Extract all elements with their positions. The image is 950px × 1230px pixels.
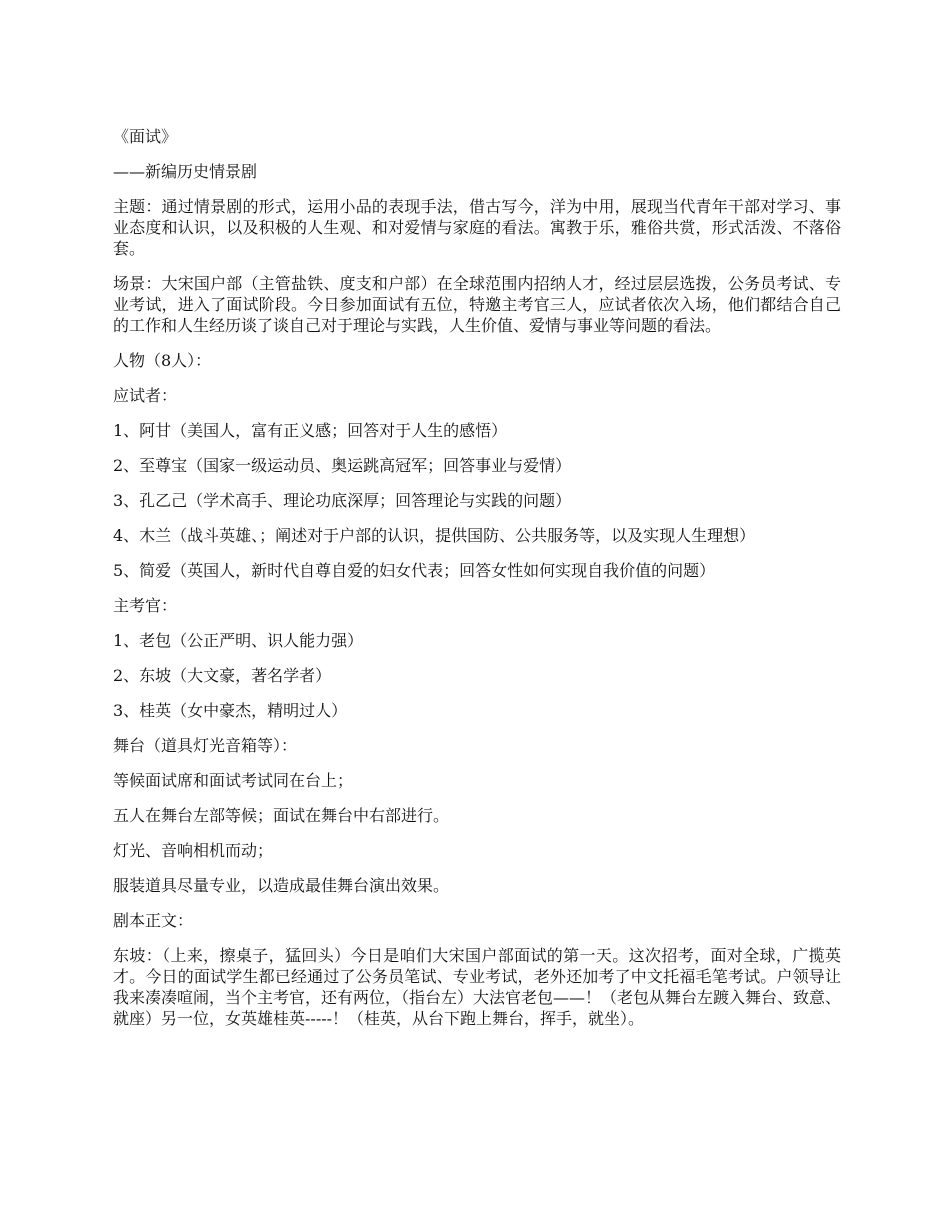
list-item-examiner-2: 2、东坡（大文豪，著名学者） (113, 666, 332, 685)
paragraph-stage-1: 等候面试席和面试考试同在台上； (113, 771, 354, 790)
list-item-candidate-1: 1、阿甘（美国人，富有正义感；回答对于人生的感悟） (113, 421, 508, 440)
paragraph-scene: 场景：大宋国户部（主管盐铁、度支和户部）在全球范围内招纳人才，经过层层选拨，公务员考试、专业考试，进入了面试阶段。今日参加面试有五位，特邀主考官三人，应试者依次入场，他们都结合自己的工作和人生经历谈了谈自己对于理论与实践，人生价值、爱情与事业等问题的看法。 (113, 274, 841, 335)
paragraph-stage-4: 服装道具尽量专业，以造成最佳舞台演出效果。 (113, 876, 450, 895)
list-item-examiner-3: 3、桂英（女中豪杰，精明过人） (113, 701, 348, 720)
document-title: 《面试》 (113, 127, 178, 146)
paragraph-stage-3: 灯光、音响相机而动； (113, 841, 274, 860)
paragraph-script-heading: 剧本正文： (113, 911, 194, 930)
list-item-candidate-3: 3、孔乙己（学术高手、理论功底深厚；回答理论与实践的问题） (113, 491, 572, 510)
list-item-examiner-1: 1、老包（公正严明、识人能力强） (113, 631, 364, 650)
document-page (113, 126, 841, 1043)
paragraph-stage-2: 五人在舞台左部等候；面试在舞台中右部进行。 (113, 806, 450, 825)
list-item-candidate-4: 4、木兰（战斗英雄、；阐述对于户部的认识，提供国防、公共服务等，以及实现人生理想） (113, 526, 756, 545)
paragraph-examiners-heading: 主考官： (113, 596, 178, 615)
paragraph-candidates-heading: 应试者： (113, 386, 178, 405)
document-subtitle: ——新编历史情景剧 (113, 162, 258, 181)
paragraph-script-body: 东坡：（上来，擦桌子，猛回头）今日是咱们大宋国户部面试的第一天。这次招考，面对全球，广揽英才。今日的面试学生都已经通过了公务员笔试、专业考试，老外还加考了中文托福毛笔考试。户领导让我来凑凑喧闹，当个主考官，还有两位，（指台左）大法官老包——！（老包从舞台左踱入舞台、致意、就座）另一位，女英雄桂英-----！（桂英，从台下跑上舞台，挥手，就坐）。 (113, 946, 842, 1028)
paragraph-theme: 主题：通过情景剧的形式，运用小品的表现手法，借古写今，洋为中用，展现当代青年干部对学习、事业态度和认识，以及积极的人生观、和对爱情与家庭的看法。寓教于乐，雅俗共赏，形式活泼、不落俗套。 (113, 197, 841, 258)
paragraph-stage-heading: 舞台（道具灯光音箱等）： (113, 736, 298, 755)
paragraph-characters-heading: 人物（8人）： (113, 351, 212, 370)
list-item-candidate-2: 2、至尊宝（国家一级运动员、奥运跳高冠军；回答事业与爱情） (113, 456, 572, 475)
list-item-candidate-5: 5、简爱（英国人，新时代自尊自爱的妇女代表；回答女性如何实现自我价值的问题） (113, 561, 716, 580)
